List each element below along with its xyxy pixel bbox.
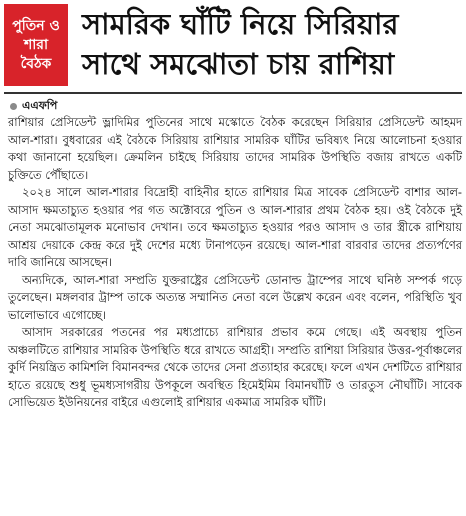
section-tag <box>4 4 68 86</box>
bullet-dot-icon <box>10 103 17 110</box>
section-tag-line-2: শারা <box>23 36 49 53</box>
header-divider <box>4 92 462 94</box>
paragraph-2: ২০২৪ সালে আল-শারার বিদ্রোহী বাহিনীর হাতে রাশিয়ার মিত্র সাবেক প্রেসিডেন্ট বাশার আল-আসাদ ক্ষমতাচ্যুত হওয়ার পর গত অক্টোবরে পুতিন ও আল-শারার প্রথম বৈঠক হয়। ওই বৈঠকে দুই নেতা সমঝোতামূলক মনোভাব দেখান। তবে ক্ষমতাচ্যুত হওয়ার পরও আসাদ ও তার স্ত্রীকে রাশিয়ায় আশ্রয় দেয়াকে কেন্দ্র করে দুই দেশের মধ্যে টানাপড়েন রয়েছে। আল-শারা বারবার তাদের প্রত্যর্পণের দাবি জানিয়ে আসছেন। <box>8 185 462 269</box>
section-tag-line-1: পুতিন ও <box>12 17 60 34</box>
article-header <box>0 0 466 92</box>
section-tag-line-3: বৈঠক <box>20 55 52 72</box>
paragraph-1: রাশিয়ার প্রেসিডেন্ট ভ্লাদিমির পুতিনের সাথে মস্কোতে বৈঠক করেছেন সিরিয়ার প্রেসিডেন্ট আহমদ আল-শারা। বুধবারের এই বৈঠকে সিরিয়ায় রাশিয়ার সামরিক ঘাঁটির ভবিষ্যৎ নিয়ে আলোচনা হওয়ার কথা জানানো হয়েছিল। ক্রেমলিন চাইছে সিরিয়ায় তাদের সামরিক উপস্থিতি বজায় রাখতে একটি চুক্তিতে পৌঁছাতে। <box>8 115 462 182</box>
headline: সামরিক ঘাঁটি নিয়ে সিরিয়ার সাথে সমঝোতা চায় রাশিয়া <box>82 7 399 81</box>
byline-source: এএফপি <box>22 98 58 112</box>
paragraph-4: আসাদ সরকারের পতনের পর মধ্যপ্রাচ্যে রাশিয়ার প্রভাব কমে গেছে। এই অবস্থায় পুতিন অঞ্চলটিতে রাশিয়ার সামরিক উপস্থিতি ধরে রাখতে আগ্রহী। সম্প্রতি রাশিয়া সিরিয়ার উত্তর-পূর্বাঞ্চলের কুর্দি নিয়ন্ত্রিত কামিশলি বিমানবন্দর থেকে তাদের সেনা প্রত্যাহার করেছে। ফলে এখন দেশটিতে রাশিয়ার হাতে রয়েছে শুধু ভূমধ্যসাগরীয় উপকূলে অবস্থিত হিমেইমিম বিমানঘাঁটি ও তারতুস নৌঘাঁটি। সাবেক সোভিয়েত ইউনিয়নের বাইরে এগুলোই রাশিয়ার একমাত্র সামরিক ঘাঁটি। <box>8 325 462 409</box>
byline <box>10 98 57 114</box>
paragraph-3: অন্যদিকে, আল-শারা সম্প্রতি যুক্তরাষ্ট্রের প্রেসিডেন্ট ডোনাল্ড ট্রাম্পের সাথে ঘনিষ্ঠ সম্পর্ক গড়ে তুলেছেন। মঙ্গলবার ট্রাম্প তাকে অত্যন্ত সম্মানিত নেতা বলে উল্লেখ করেন এবং বলেন, পরিস্থিতি খুব ভালোভাবে এগোচ্ছে। <box>8 272 462 322</box>
article-body <box>8 114 462 412</box>
